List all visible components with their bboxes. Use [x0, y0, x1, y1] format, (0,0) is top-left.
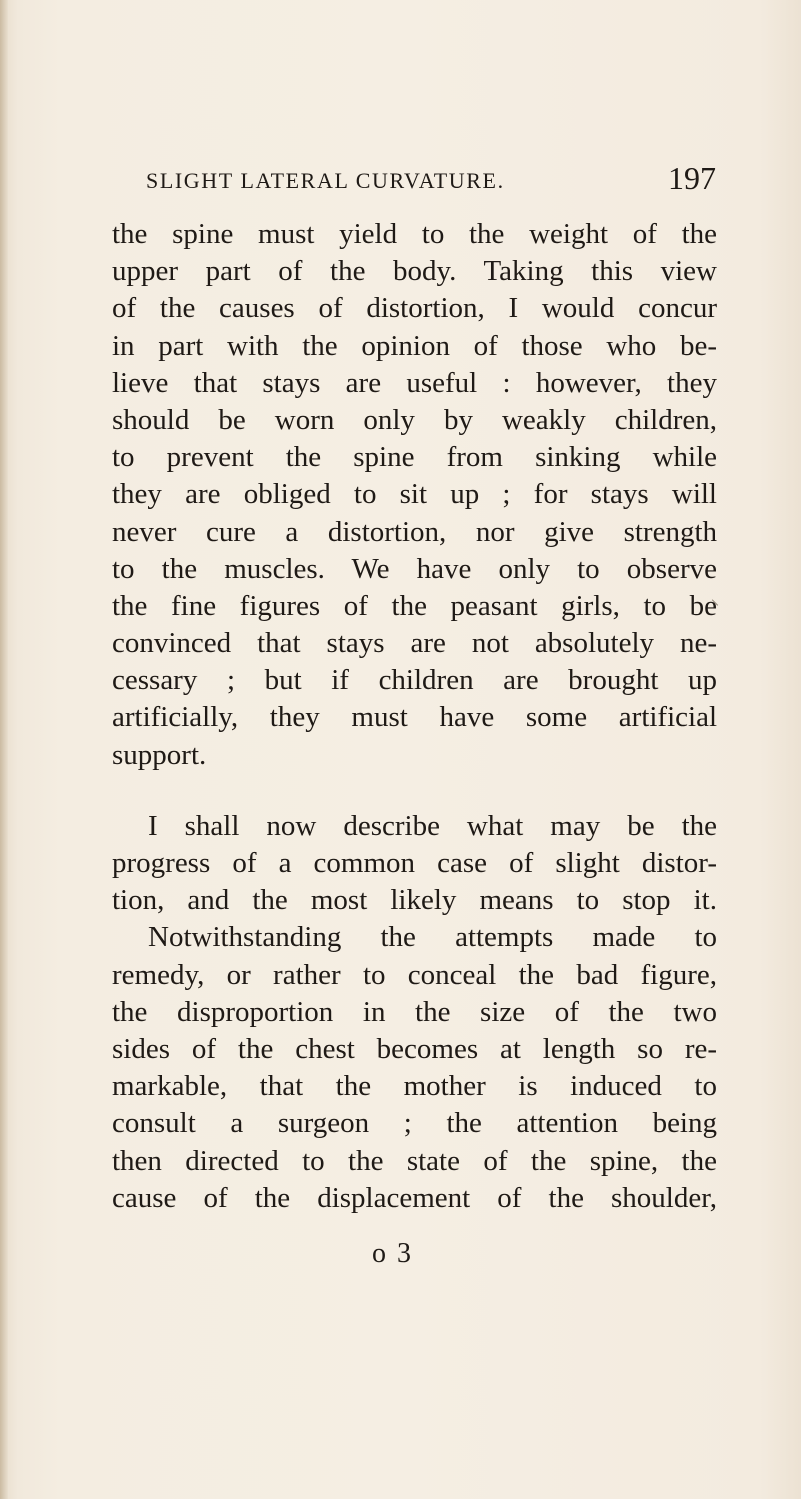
paragraph-gap [112, 774, 717, 808]
text-line: Notwithstanding the attempts made to [148, 921, 717, 954]
page-gutter-edge [0, 0, 8, 1499]
text-line: to the muscles. We have only to observe [112, 552, 717, 585]
text-line: should be worn only by weakly children, [112, 403, 717, 436]
text-line: they are obliged to sit up ; for stays will [112, 478, 717, 511]
text-line: cessary ; but if children are brought up [112, 664, 717, 697]
text-line: the disproportion in the size of the two [112, 995, 717, 1028]
text-line: artificially, they must have some artificial [112, 701, 717, 734]
text-line: progress of a common case of slight distor- [112, 847, 717, 879]
body-text [112, 216, 717, 1217]
text-line: cause of the displacement of the shoulder, [112, 1181, 717, 1214]
text-line: upper part of the body. Taking this view [112, 255, 717, 288]
text-line: the fine figures of the peasant girls, to be [112, 589, 717, 622]
text-line: convinced that stays are not absolutely ne- [112, 627, 717, 660]
page-header [146, 160, 716, 200]
text-line: then directed to the state of the spine, the [112, 1144, 717, 1177]
text-line: markable, that the mother is induced to [112, 1070, 717, 1103]
text-line: I shall now describe what may be the [148, 809, 717, 842]
text-line: tion, and the most likely means to stop it. [112, 884, 717, 917]
text-line: in part with the opinion of those who be- [112, 329, 717, 362]
text-line: the spine must yield to the weight of the [112, 218, 717, 250]
text-line: never cure a distortion, nor give strength [112, 515, 717, 548]
text-line: of the causes of distortion, I would concur [112, 292, 717, 325]
text-line: consult a surgeon ; the attention being [112, 1107, 717, 1140]
text-line: remedy, or rather to conceal the bad figure, [112, 958, 717, 991]
page-number: 197 [668, 160, 716, 196]
signature-mark: o 3 [372, 1238, 413, 1269]
running-head: SLIGHT LATERAL CURVATURE. [146, 168, 505, 193]
text-line: to prevent the spine from sinking while [112, 441, 717, 474]
text-line: lieve that stays are useful : however, they [112, 366, 717, 399]
text-line: support. [112, 738, 207, 771]
text-line: sides of the chest becomes at length so re- [112, 1032, 717, 1065]
